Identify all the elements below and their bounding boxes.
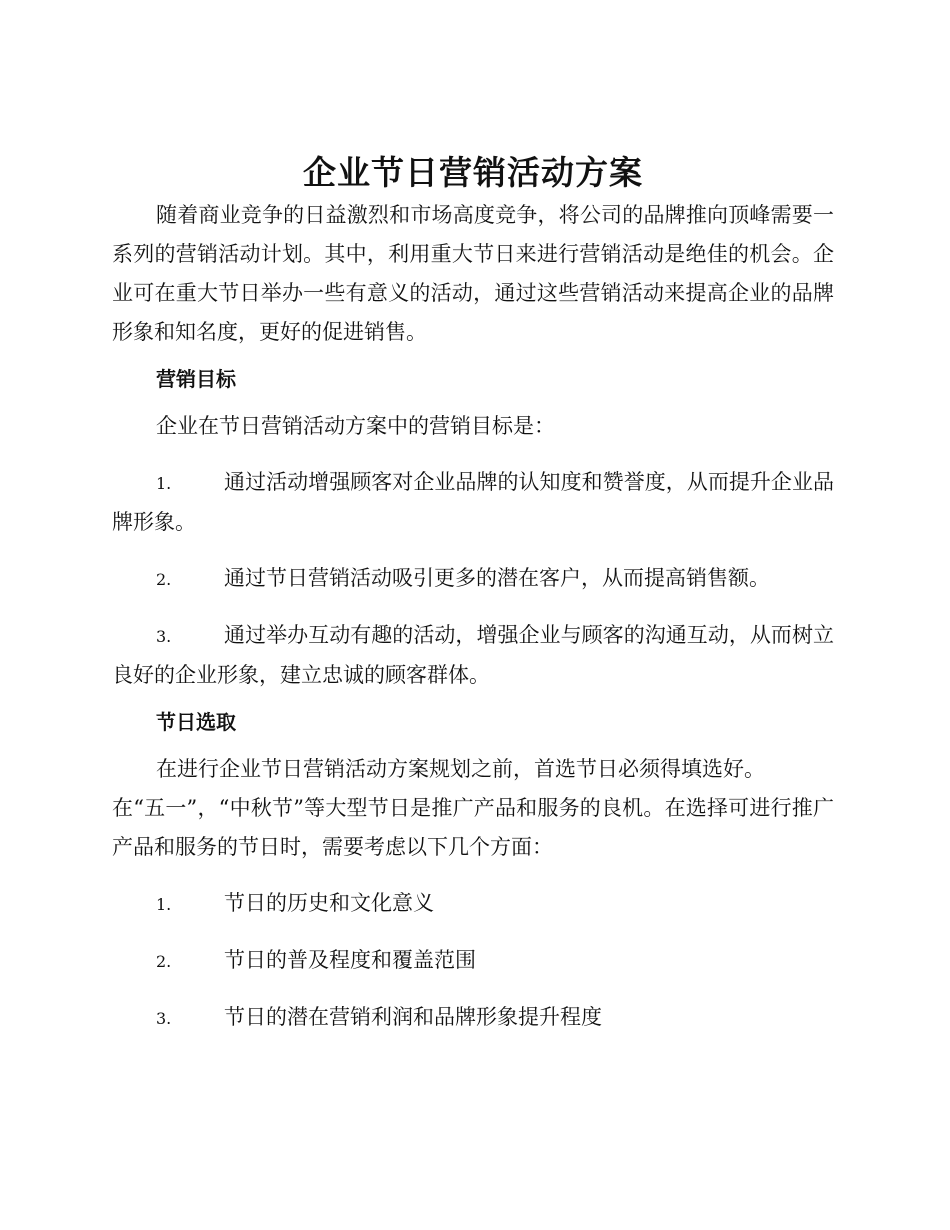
holiday-list-item-3 [112,998,834,1038]
holiday-list-item-2 [112,941,834,981]
holiday-list-item-1 [112,884,834,924]
list-item-text: 节日的历史和文化意义 [224,891,434,915]
list-number: 1. [156,474,172,493]
goals-list-item-1 [112,463,834,542]
goals-list-item-3 [112,616,834,695]
goals-list-item-2 [112,559,834,599]
list-item-text: 通过节日营销活动吸引更多的潜在客户，从而提高销售额。 [224,566,770,590]
holiday-lead-paragraph-2: 在“五一”，“中秋节”等大型节日是推广产品和服务的良机。在选择可进行推广产品和服务的节日时，需要考虑以下几个方面： [112,796,834,859]
section-heading-goals: 营销目标 [156,367,236,391]
section-heading-holiday-selection: 节日选取 [156,710,236,734]
document-page [112,150,834,1038]
list-item-text: 通过举办互动有趣的活动，增强企业与顾客的沟通互动，从而树立良好的企业形象，建立忠诚的顾客群体。 [112,623,834,687]
list-number: 2. [156,952,172,971]
list-item-text: 通过活动增强顾客对企业品牌的认知度和赞誉度，从而提升企业品牌形象。 [112,470,834,534]
goals-lead-paragraph: 企业在节日营销活动方案中的营销目标是： [156,414,555,438]
list-number: 3. [156,627,172,646]
holiday-lead-paragraph: 在进行企业节日营销活动方案规划之前，首选节日必须得填选好。 [156,757,765,781]
intro-paragraph: 随着商业竞争的日益激烈和市场高度竞争，将公司的品牌推向顶峰需要一系列的营销活动计划。其中，利用重大节日来进行营销活动是绝佳的机会。企业可在重大节日举办一些有意义的活动，通过这些营销活动来提高企业的品牌形象和知名度，更好的促进销售。 [112,203,834,344]
list-item-text: 节日的潜在营销利润和品牌形象提升程度 [224,1005,602,1029]
list-item-text: 节日的普及程度和覆盖范围 [224,948,476,972]
document-title: 企业节日营销活动方案 [303,153,643,192]
list-number: 2. [156,570,172,589]
list-number: 3. [156,1009,172,1028]
list-number: 1. [156,895,172,914]
